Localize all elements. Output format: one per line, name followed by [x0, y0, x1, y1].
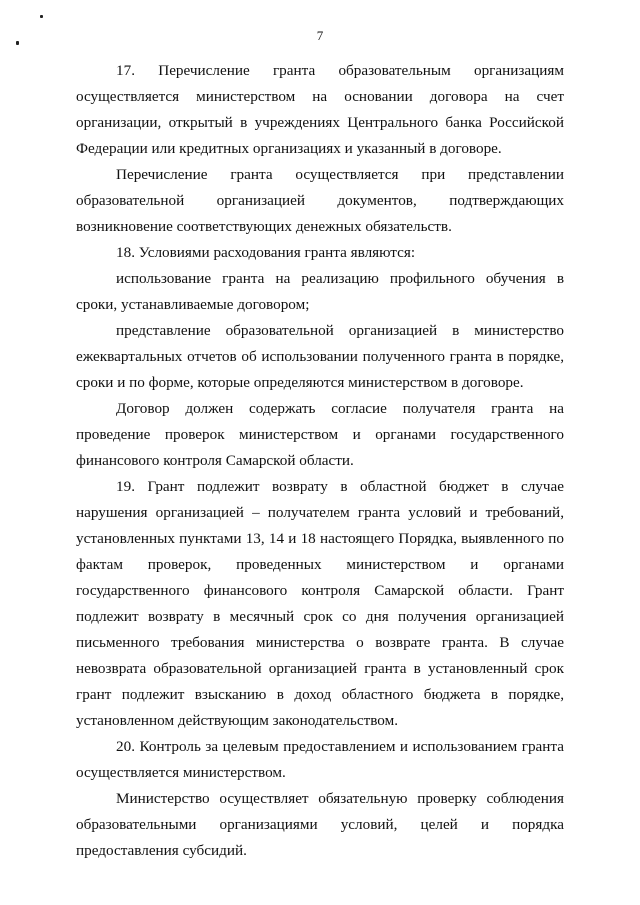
paragraph-reporting-condition: представление образовательной организацией в министерство ежеквартальных отчетов об использовании полученного гранта в порядке, сроки и по форме, которые определяются министерством в договоре.	[76, 322, 564, 391]
paragraph-audit-consent: Договор должен содержать согласие получателя гранта на проведение проверок министерством и органами государственного финансового контроля Самарской области.	[76, 400, 564, 469]
paragraph-17-grant-transfer: 17. Перечисление гранта образовательным организациям осуществляется министерством на основании договора на счет организации, открытый в учреждениях Центрального банка Российской Федерации или кредитных организациях и указанный в договоре.	[76, 62, 564, 157]
paragraph-20-control: 20. Контроль за целевым предоставлением и использованием гранта осуществляется министерством.	[76, 738, 564, 781]
paragraph-usage-condition: использование гранта на реализацию профильного обучения в сроки, устанавливаемые договором;	[76, 270, 564, 313]
paragraph-ministry-check: Министерство осуществляет обязательную проверку соблюдения образовательными организациями условий, целей и порядка предоставления субсидий.	[76, 790, 564, 859]
scan-speck-left	[16, 41, 19, 45]
page-number: 7	[316, 28, 324, 43]
paragraph-18-spending-conditions: 18. Условиями расходования гранта являются:	[116, 244, 416, 261]
document-body	[76, 58, 564, 864]
paragraph-grant-transfer-condition: Перечисление гранта осуществляется при представлении образовательной организацией документов, подтверждающих возникновение соответствующих денежных обязательств.	[76, 166, 564, 235]
paragraph-19-grant-return: 19. Грант подлежит возврату в областной бюджет в случае нарушения организацией – получателем гранта условий и требований, установленных пунктами 13, 14 и 18 настоящего Порядка, выявленного по фактам проверок, проведенных министерством и органами государственного финансового контроля Самарской области. Грант подлежит возврату в месячный срок со дня получения организацией письменного требования министерства о возврате гранта. В случае невозврата образовательной организацией гранта в установленный срок грант подлежит взысканию в доход областного бюджета в порядке, установленном действующим законодательством.	[76, 478, 564, 729]
scan-speck-top-left	[40, 15, 43, 18]
